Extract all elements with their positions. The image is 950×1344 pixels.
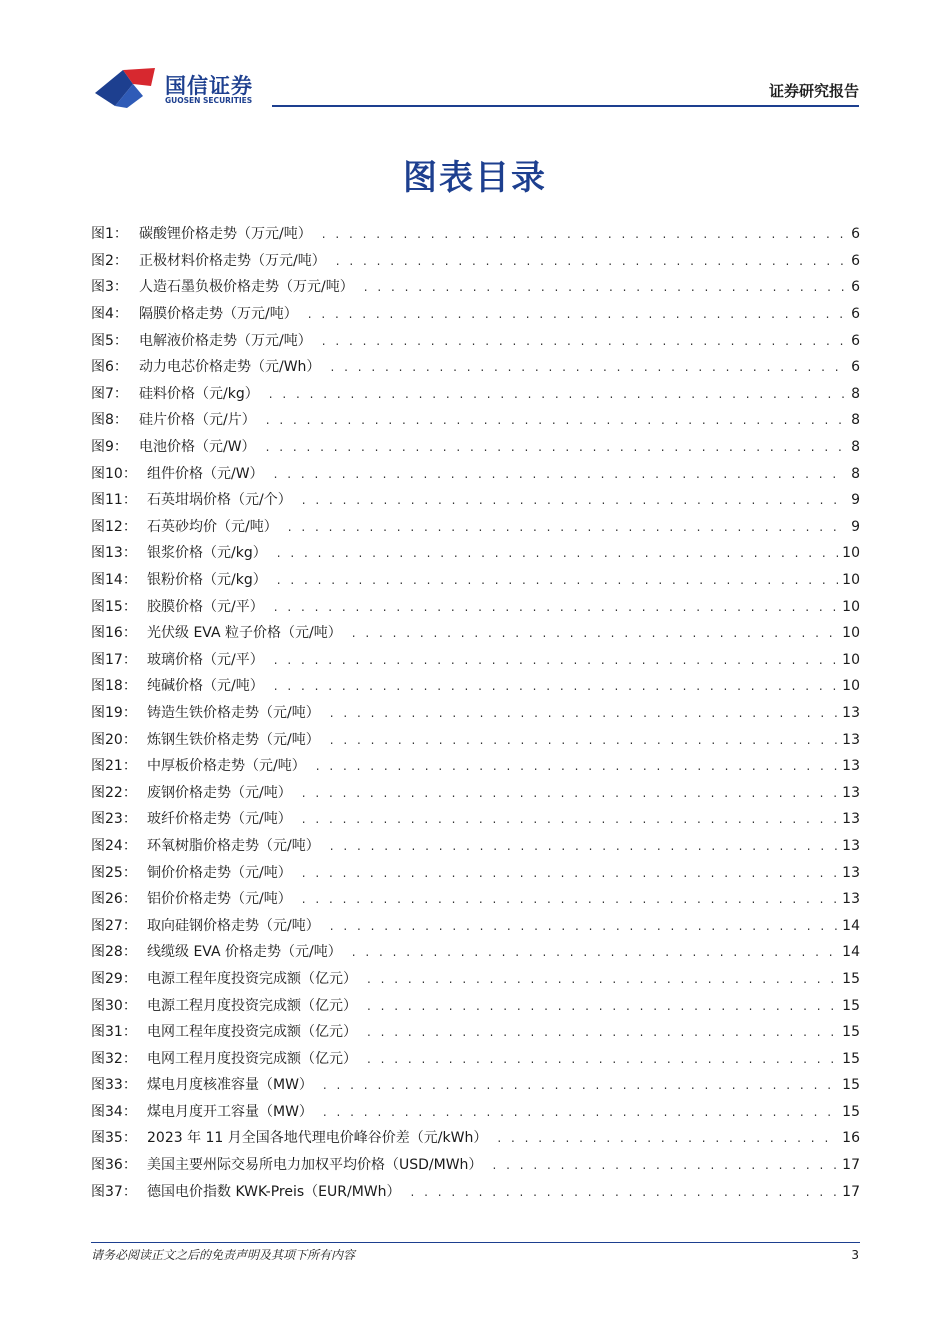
- toc-entry-page: 13: [842, 704, 860, 721]
- toc-entry-page: 15: [842, 1050, 860, 1067]
- toc-entry[interactable]: [91, 779, 860, 806]
- toc-entry-label: 图22：: [91, 784, 137, 801]
- toc-entry-page: 13: [842, 784, 860, 801]
- toc-entry-page: 15: [842, 997, 860, 1014]
- toc-dot-leader: [288, 514, 847, 540]
- toc-entry-title: 银浆价格（元/kg）: [147, 545, 267, 562]
- toc-entry-page: 13: [842, 891, 860, 908]
- toc-entry-label: 图12：: [91, 518, 137, 535]
- toc-entry-title: 石英坩埚价格（元/个）: [147, 492, 292, 509]
- toc-entry-label: 图21：: [91, 758, 137, 775]
- toc-entry-page: 10: [842, 572, 860, 589]
- toc-entry-label: 图33：: [91, 1077, 137, 1094]
- toc-entry-label: 图36：: [91, 1157, 137, 1174]
- toc-dot-leader: [322, 328, 847, 354]
- toc-entry-label: 图8：: [91, 412, 128, 429]
- toc-entry[interactable]: [91, 567, 860, 594]
- toc-entry[interactable]: [91, 540, 860, 567]
- toc-dot-leader: [336, 248, 847, 274]
- toc-entry-title: 铝价价格走势（元/吨）: [147, 891, 292, 908]
- toc-entry-title: 德国电价指数 KWK-Preis（EUR/MWh）: [147, 1183, 401, 1200]
- toc-dot-leader: [277, 540, 838, 566]
- toc-entry[interactable]: [91, 939, 860, 966]
- toc-entry-title: 环氧树脂价格走势（元/吨）: [147, 837, 320, 854]
- footer-divider: [91, 1242, 860, 1243]
- toc-dot-leader: [274, 594, 838, 620]
- toc-entry[interactable]: [91, 487, 860, 514]
- toc-dot-leader: [274, 647, 838, 673]
- toc-entry-label: 图3：: [91, 279, 128, 296]
- toc-entry-title: 电源工程月度投资完成额（亿元）: [147, 997, 357, 1014]
- toc-entry-title: 石英砂均价（元/吨）: [147, 518, 278, 535]
- toc-entry[interactable]: [91, 248, 860, 275]
- toc-entry-label: 图6：: [91, 359, 128, 376]
- logo-english-name: GUOSEN SECURITIES: [165, 96, 253, 105]
- toc-entry[interactable]: [91, 726, 860, 753]
- toc-entry-label: 图34：: [91, 1103, 137, 1120]
- toc-dot-leader: [266, 407, 847, 433]
- toc-entry[interactable]: [91, 1125, 860, 1152]
- toc-entry-title: 炼钢生铁价格走势（元/吨）: [147, 731, 320, 748]
- toc-entry-label: 图16：: [91, 625, 137, 642]
- toc-entry[interactable]: [91, 700, 860, 727]
- toc-entry[interactable]: [91, 992, 860, 1019]
- toc-entry-label: 图9：: [91, 439, 128, 456]
- toc-entry-page: 10: [842, 651, 860, 668]
- toc-entry[interactable]: [91, 647, 860, 674]
- toc-entry-label: 图10：: [91, 465, 137, 482]
- toc-entry-title: 隔膜价格走势（万元/吨）: [139, 306, 298, 323]
- toc-entry-page: 6: [851, 332, 860, 349]
- toc-entry[interactable]: [91, 221, 860, 248]
- toc-entry-title: 2023 年 11 月全国各地代理电价峰谷价差（元/kWh）: [147, 1130, 488, 1147]
- toc-entry-title: 玻纤价格走势（元/吨）: [147, 811, 292, 828]
- toc-dot-leader: [367, 1046, 838, 1072]
- toc-entry-title: 正极材料价格走势（万元/吨）: [139, 252, 326, 269]
- toc-dot-leader: [277, 567, 838, 593]
- toc-dot-leader: [330, 727, 838, 753]
- toc-entry-title: 电网工程年度投资完成额（亿元）: [147, 1024, 357, 1041]
- toc-entry[interactable]: [91, 859, 860, 886]
- toc-dot-leader: [274, 673, 838, 699]
- toc-entry-page: 10: [842, 598, 860, 615]
- toc-dot-leader: [330, 913, 838, 939]
- toc-dot-leader: [308, 301, 847, 327]
- toc-dot-leader: [367, 1019, 838, 1045]
- toc-entry-title: 电解液价格走势（万元/吨）: [139, 332, 312, 349]
- toc-entry-title: 废钢价格走势（元/吨）: [147, 784, 292, 801]
- toc-entry-label: 图1：: [91, 226, 128, 243]
- toc-entry-label: 图31：: [91, 1024, 137, 1041]
- toc-entry[interactable]: [91, 327, 860, 354]
- toc-entry-page: 13: [842, 811, 860, 828]
- toc-dot-leader: [323, 1099, 838, 1125]
- toc-entry-page: 8: [851, 465, 860, 482]
- toc-entry-label: 图37：: [91, 1183, 137, 1200]
- toc-dot-leader: [302, 487, 847, 513]
- toc-entry[interactable]: [91, 274, 860, 301]
- toc-entry-page: 15: [842, 1103, 860, 1120]
- toc-entry-page: 6: [851, 359, 860, 376]
- toc-entry-page: 13: [842, 731, 860, 748]
- toc-entry[interactable]: [91, 514, 860, 541]
- toc-entry-title: 胶膜价格（元/平）: [147, 598, 264, 615]
- toc-dot-leader: [266, 434, 847, 460]
- toc-entry-title: 电池价格（元/W）: [139, 439, 256, 456]
- toc-entry-page: 9: [851, 518, 860, 535]
- toc-dot-leader: [352, 939, 838, 965]
- toc-dot-leader: [323, 1072, 838, 1098]
- toc-entry-page: 15: [842, 1024, 860, 1041]
- toc-entry[interactable]: [91, 886, 860, 913]
- toc-entry-title: 玻璃价格（元/平）: [147, 651, 264, 668]
- toc-entry-page: 10: [842, 678, 860, 695]
- toc-entry[interactable]: [91, 1019, 860, 1046]
- footer-disclaimer: 请务必阅读正文之后的免责声明及其项下所有内容: [91, 1248, 356, 1262]
- toc-entry-title: 碳酸锂价格走势（万元/吨）: [139, 226, 312, 243]
- toc-entry-label: 图26：: [91, 891, 137, 908]
- toc-entry-page: 17: [842, 1157, 860, 1174]
- toc-dot-leader: [367, 966, 838, 992]
- toc-entry-page: 14: [842, 917, 860, 934]
- toc-entry-title: 铸造生铁价格走势（元/吨）: [147, 704, 320, 721]
- toc-entry-page: 6: [851, 252, 860, 269]
- toc-entry[interactable]: [91, 1099, 860, 1126]
- toc-dot-leader: [302, 780, 838, 806]
- toc-dot-leader: [269, 381, 847, 407]
- toc-entry-page: 15: [842, 1077, 860, 1094]
- toc-entry[interactable]: [91, 753, 860, 780]
- toc-entry-title: 光伏级 EVA 粒子价格（元/吨）: [147, 625, 342, 642]
- toc-entry-label: 图24：: [91, 837, 137, 854]
- toc-entry-page: 10: [842, 625, 860, 642]
- toc-entry[interactable]: [91, 673, 860, 700]
- toc-entry-page: 6: [851, 279, 860, 296]
- guosen-logo-mark-icon: [93, 66, 159, 110]
- toc-entry[interactable]: [91, 1178, 860, 1205]
- toc-entry-label: 图18：: [91, 678, 137, 695]
- toc-entry-label: 图23：: [91, 811, 137, 828]
- toc-dot-leader: [330, 700, 838, 726]
- toc-entry-page: 9: [851, 492, 860, 509]
- toc-entry-title: 美国主要州际交易所电力加权平均价格（USD/MWh）: [147, 1157, 483, 1174]
- toc-entry[interactable]: [91, 381, 860, 408]
- toc-entry-title: 纯碱价格（元/吨）: [147, 678, 264, 695]
- toc-dot-leader: [364, 274, 847, 300]
- toc-entry[interactable]: [91, 301, 860, 328]
- toc-entry[interactable]: [91, 620, 860, 647]
- toc-entry-title: 中厚板价格走势（元/吨）: [147, 758, 306, 775]
- toc-dot-leader: [302, 806, 838, 832]
- toc-entry-page: 16: [842, 1130, 860, 1147]
- toc-entry-title: 硅料价格（元/kg）: [139, 385, 259, 402]
- toc-entry-page: 8: [851, 385, 860, 402]
- toc-dot-leader: [316, 753, 838, 779]
- toc-entry-label: 图35：: [91, 1130, 137, 1147]
- guosen-logo: [93, 66, 263, 110]
- toc-entry-label: 图28：: [91, 944, 137, 961]
- toc-entry-title: 煤电月度开工容量（MW）: [147, 1103, 313, 1120]
- toc-entry-page: 14: [842, 944, 860, 961]
- toc-entry[interactable]: [91, 593, 860, 620]
- page-header: [0, 0, 950, 110]
- report-type-label: 证券研究报告: [768, 82, 859, 100]
- toc-dot-leader: [330, 354, 847, 380]
- toc-entry[interactable]: [91, 912, 860, 939]
- toc-dot-leader: [274, 461, 847, 487]
- toc-dot-leader: [302, 886, 838, 912]
- toc-entry-label: 图25：: [91, 864, 137, 881]
- toc-entry-title: 电源工程年度投资完成额（亿元）: [147, 970, 357, 987]
- toc-dot-leader: [497, 1125, 838, 1151]
- toc-entry-page: 17: [842, 1183, 860, 1200]
- toc-entry-title: 硅片价格（元/片）: [139, 412, 256, 429]
- toc-dot-leader: [322, 221, 847, 247]
- toc-entry-title: 动力电芯价格走势（元/Wh）: [139, 359, 321, 376]
- toc-entry[interactable]: [91, 1152, 860, 1179]
- toc-entry-label: 图30：: [91, 997, 137, 1014]
- toc-dot-leader: [367, 993, 838, 1019]
- toc-entry-title: 银粉价格（元/kg）: [147, 572, 267, 589]
- toc-entry-page: 8: [851, 439, 860, 456]
- toc-entry[interactable]: [91, 1045, 860, 1072]
- toc-entry-page: 6: [851, 226, 860, 243]
- toc-entry[interactable]: [91, 460, 860, 487]
- toc-entry-label: 图20：: [91, 731, 137, 748]
- toc-entry[interactable]: [91, 434, 860, 461]
- toc-dot-leader: [330, 833, 838, 859]
- toc-entry-page: 15: [842, 970, 860, 987]
- toc-entry-page: 13: [842, 864, 860, 881]
- toc-entry[interactable]: [91, 354, 860, 381]
- toc-entry-label: 图13：: [91, 545, 137, 562]
- toc-entry[interactable]: [91, 966, 860, 993]
- toc-entry-label: 图19：: [91, 704, 137, 721]
- toc-entry-page: 10: [842, 545, 860, 562]
- toc-entry-title: 铜价价格走势（元/吨）: [147, 864, 292, 881]
- toc-entry-label: 图27：: [91, 917, 137, 934]
- toc-entry-label: 图2：: [91, 252, 128, 269]
- toc-entry-title: 人造石墨负极价格走势（万元/吨）: [139, 279, 354, 296]
- toc-entry[interactable]: [91, 407, 860, 434]
- page-number: 3: [851, 1248, 859, 1262]
- toc-dot-leader: [411, 1179, 839, 1205]
- toc-entry-page: 13: [842, 837, 860, 854]
- toc-dot-leader: [302, 860, 838, 886]
- page-title: 图表目录: [403, 158, 547, 198]
- toc-entry[interactable]: [91, 1072, 860, 1099]
- toc-entry-label: 图11：: [91, 492, 137, 509]
- toc-dot-leader: [352, 620, 838, 646]
- toc-entry-title: 煤电月度核准容量（MW）: [147, 1077, 313, 1094]
- logo-chinese-name: 国信证券: [165, 74, 253, 98]
- toc-entry-label: 图29：: [91, 970, 137, 987]
- toc-entry[interactable]: [91, 806, 860, 833]
- toc-entry-label: 图7：: [91, 385, 128, 402]
- figure-table-of-contents: [91, 221, 860, 1205]
- toc-entry-title: 取向硅钢价格走势（元/吨）: [147, 917, 320, 934]
- toc-entry-page: 13: [842, 758, 860, 775]
- toc-entry-title: 组件价格（元/W）: [147, 465, 264, 482]
- toc-entry-title: 线缆级 EVA 价格走势（元/吨）: [147, 944, 342, 961]
- toc-entry-page: 6: [851, 306, 860, 323]
- toc-entry-label: 图5：: [91, 332, 128, 349]
- toc-entry-label: 图17：: [91, 651, 137, 668]
- toc-entry-label: 图32：: [91, 1050, 137, 1067]
- toc-entry-page: 8: [851, 412, 860, 429]
- toc-entry-label: 图15：: [91, 598, 137, 615]
- toc-entry-label: 图14：: [91, 572, 137, 589]
- toc-entry-label: 图4：: [91, 306, 128, 323]
- toc-entry-title: 电网工程月度投资完成额（亿元）: [147, 1050, 357, 1067]
- toc-dot-leader: [492, 1152, 838, 1178]
- header-divider: [272, 105, 859, 107]
- toc-entry[interactable]: [91, 833, 860, 860]
